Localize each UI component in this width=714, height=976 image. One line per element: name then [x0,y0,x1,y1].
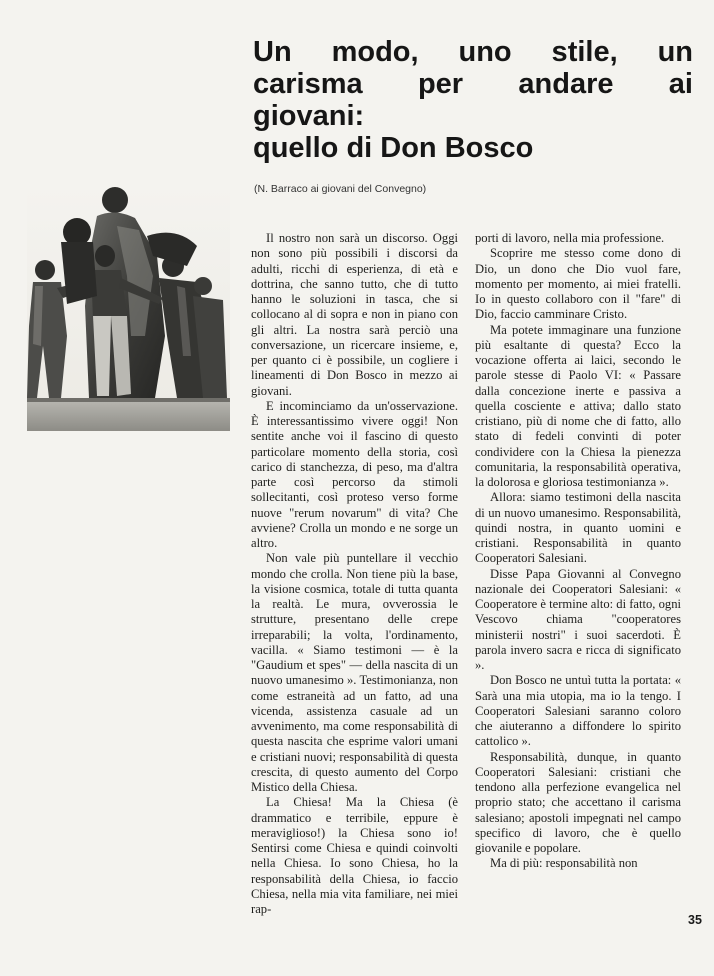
paragraph: Disse Papa Giovanni al Convegno nazionale dei Cooperatori Salesiani: « Cooperatore è termine alto: di fatto, ogni Vescovo chiama "cooperatores ministerii nostri" i suoi sacerdoti. È parola invero sacra e ricca di significato ». [475,566,681,672]
paragraph: Ma di più: responsabilità non [490,856,638,871]
paragraph: Ma potete immaginare una funzione più esaltante di questa? Ecco la vocazione offerta ai laici, secondo le parole stesse di Paolo VI: « Passare dalla concezione inerte e passiva a quella cosciente e attiva; dallo stato cristiano, più di nome che di fatto, allo stato di fedeli convinti di poter condividere con la Chiesa la pienezza comunitaria, la responsabilità operativa, la dolorosa e gloriosa testimonianza ». [475,322,681,489]
paragraph: Allora: siamo testimoni della nascita di un nuovo umanesimo. Responsabilità, quindi nostra, in quanto uomini e cristiani. Responsabilità in quanto Cooperatori Salesiani. [475,490,681,566]
paragraph: Scoprire me stesso come dono di Dio, un dono che Dio vuol fare, momento per momento, ai miei fratelli. Io in questo collaboro con il "fare" di Dio, faccio camminare Cristo. [475,246,681,322]
paragraph: Responsabilità, dunque, in quanto Cooperatori Salesiani: cristiani che tendono alla perfezione evangelica nel proprio stato; che accettano il carisma salesiano; apostoli impegnati nel campo specifico di lavoro, che è quello giovanile e popolare. [475,749,681,855]
paragraph: porti di lavoro, nella mia professione. [475,231,665,245]
title-line: giovani: [253,100,365,132]
title-line: carisma per andare ai [253,68,693,100]
article-column-1 [251,231,458,917]
article-title [253,36,693,164]
page-number: 35 [688,913,702,927]
paragraph: Il nostro non sarà un discorso. Oggi non sono più possibili i discorsi da adulti, ricchi di esperienza, di età e dottrina, che sanno tutto, che di tutto hanno le soluzioni in tasca, che si collocano al di sopra e non in piano con gli altri. La nostra sarà perciò una conversazione, un ricercare insieme, e, per quanto ci è possibile, un cogliere i lineamenti di Don Bosco in mezzo ai giovani. [251,231,458,398]
paragraph: Don Bosco ne untuì tutta la portata: « Sarà una mia utopia, ma io la tengo. I Cooperatori Salesiani saranno coloro che aiuteranno a diffondere lo spirito cattolico ». [475,673,681,749]
article-column-2 [475,231,681,872]
title-line: quello di Don Bosco [253,132,534,164]
paragraph: E incominciamo da un'osservazione. È interessantissimo vivere oggi! Non sentite anche voi il fascino di questo particolare momento della storia, così carico di stanchezza, di peso, ma d'altra parte così percorso da stimoli sollecitanti, così proteso verso forme nuove "rerum novarum" di vita? Che avviene? Crolla un mondo e ne sorge un altro. [251,398,458,550]
title-line: Un modo, uno stile, un [253,36,693,68]
statue-photo [27,186,230,431]
paragraph: Non vale più puntellare il vecchio mondo che crolla. Non tiene più la base, la visione cosmica, totale di tutta quanta la realtà. Le mura, ovverossia le strutture, presentano delle crepe irreparabili; la volta, l'ordinamento, vacilla. « Siamo testimoni — è la "Gaudium et spes" — della nascita di un nuovo umanesimo ». Testimonianza, non come estraneità ad un fatto, ad una vicenda, assistenza casuale ad un avvenimento, ma come responsabilità di questa nascita che esprime valori umani e cristiani nuovi; responsabilità di questa crescita, di questo aumento del Corpo Mistico della Chiesa. [251,551,458,794]
byline: (N. Barraco ai giovani del Convegno) [254,183,427,195]
paragraph: La Chiesa! Ma la Chiesa (è drammatico e terribile, eppure è meraviglioso!) la Chiesa sono io! Sentirsi come Chiesa e quindi coinvolti nella Chiesa. Io sono Chiesa, ho la responsabilità della Chiesa, io faccio Chiesa, nella mia vita familiare, nei miei rap- [251,795,458,916]
